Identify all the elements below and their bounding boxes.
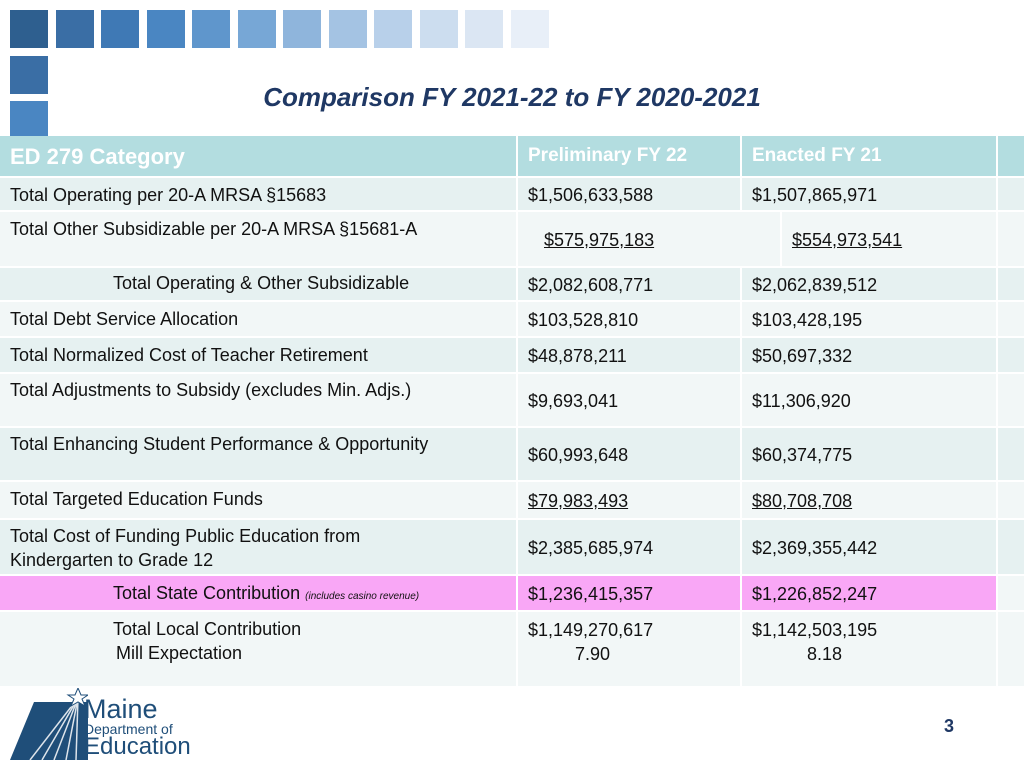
row-fy21: $103,428,195 — [752, 310, 863, 330]
row-fy22: $2,082,608,771 — [528, 275, 654, 295]
table-row — [0, 482, 1024, 518]
row-fy22: $1,506,633,588 — [528, 185, 654, 205]
decor-square — [192, 10, 230, 48]
row-fy22: $2,385,685,974 — [528, 538, 654, 558]
row-fy22: $1,236,415,357 — [528, 584, 654, 604]
row-fy21: $1,226,852,247 — [752, 584, 878, 604]
decor-square — [101, 10, 139, 48]
row-label-line2: Mill Expectation — [116, 643, 243, 663]
table-row — [0, 612, 1024, 686]
logo-line3: Education — [84, 733, 191, 760]
row-label-line2: Kindergarten to Grade 12 — [10, 550, 214, 570]
row-note: (includes casino revenue) — [305, 591, 420, 602]
decor-square — [56, 10, 94, 48]
row-label: Total Enhancing Student Performance & Opportunity — [10, 434, 429, 454]
row-label-line1: Total Cost of Funding Public Education from — [10, 526, 361, 546]
page-number: 3 — [944, 716, 955, 736]
row-label: Total Targeted Education Funds — [10, 489, 263, 509]
row-fy21: $60,374,775 — [752, 445, 853, 465]
header-fy21: Enacted FY 21 — [752, 145, 882, 166]
table-row — [0, 428, 1024, 480]
maine-doe-logo — [10, 688, 220, 760]
row-fy21: $1,507,865,971 — [752, 185, 878, 205]
row-fy22: $60,993,648 — [528, 445, 629, 465]
logo-line2: Department of — [84, 721, 173, 737]
row-fy21: $2,369,355,442 — [752, 538, 878, 558]
decor-square — [238, 10, 276, 48]
row-fy21-mill: 8.18 — [807, 644, 843, 664]
decor-square — [420, 10, 458, 48]
row-fy21: $554,973,541 — [792, 230, 903, 250]
header-category: ED 279 Category — [10, 144, 185, 169]
decor-square — [10, 10, 48, 48]
table-row — [0, 268, 1024, 300]
row-fy22: $1,149,270,617 — [528, 620, 654, 640]
table-row — [0, 178, 1024, 210]
decor-square — [329, 10, 367, 48]
table-row — [0, 374, 1024, 426]
row-label: Total Other Subsidizable per 20-A MRSA §15681-A — [10, 219, 418, 239]
row-fy21: $80,708,708 — [752, 491, 853, 511]
row-fy21: $1,142,503,195 — [752, 620, 878, 640]
row-label: Total Operating per 20-A MRSA §15683 — [10, 185, 327, 205]
row-fy21: $2,062,839,512 — [752, 275, 878, 295]
row-fy21: $50,697,332 — [752, 346, 853, 366]
table-row-highlight — [0, 576, 1024, 610]
row-fy22: $79,983,493 — [528, 491, 629, 511]
row-label: Total Adjustments to Subsidy (excludes Min. Adjs.) — [10, 380, 412, 400]
header-fy22: Preliminary FY 22 — [528, 145, 688, 166]
row-fy22-mill: 7.90 — [575, 644, 611, 664]
row-fy22: $575,975,183 — [544, 230, 655, 250]
table-row — [0, 520, 1024, 574]
table-header-row — [0, 136, 1024, 176]
decor-square — [374, 10, 412, 48]
row-label-line1: Total Local Contribution — [113, 619, 302, 639]
decor-square — [283, 10, 321, 48]
row-fy22: $9,693,041 — [528, 391, 619, 411]
row-fy21: $11,306,920 — [752, 391, 851, 411]
table-row — [0, 212, 1024, 266]
table-row — [0, 338, 1024, 372]
decor-square — [511, 10, 549, 48]
logo-emblem-icon — [10, 688, 88, 760]
decor-square — [465, 10, 503, 48]
row-fy22: $48,878,211 — [528, 346, 627, 366]
row-label: Total Operating & Other Subsidizable — [113, 273, 410, 293]
row-label: Total Normalized Cost of Teacher Retirement — [10, 345, 368, 365]
row-label: Total State Contribution — [113, 583, 301, 603]
table-row — [0, 302, 1024, 336]
row-label: Total Debt Service Allocation — [10, 309, 239, 329]
row-fy22: $103,528,810 — [528, 310, 639, 330]
logo-line1: Maine — [84, 694, 158, 724]
page-title: Comparison FY 2021-22 to FY 2020-2021 — [263, 82, 761, 112]
decor-square — [147, 10, 185, 48]
